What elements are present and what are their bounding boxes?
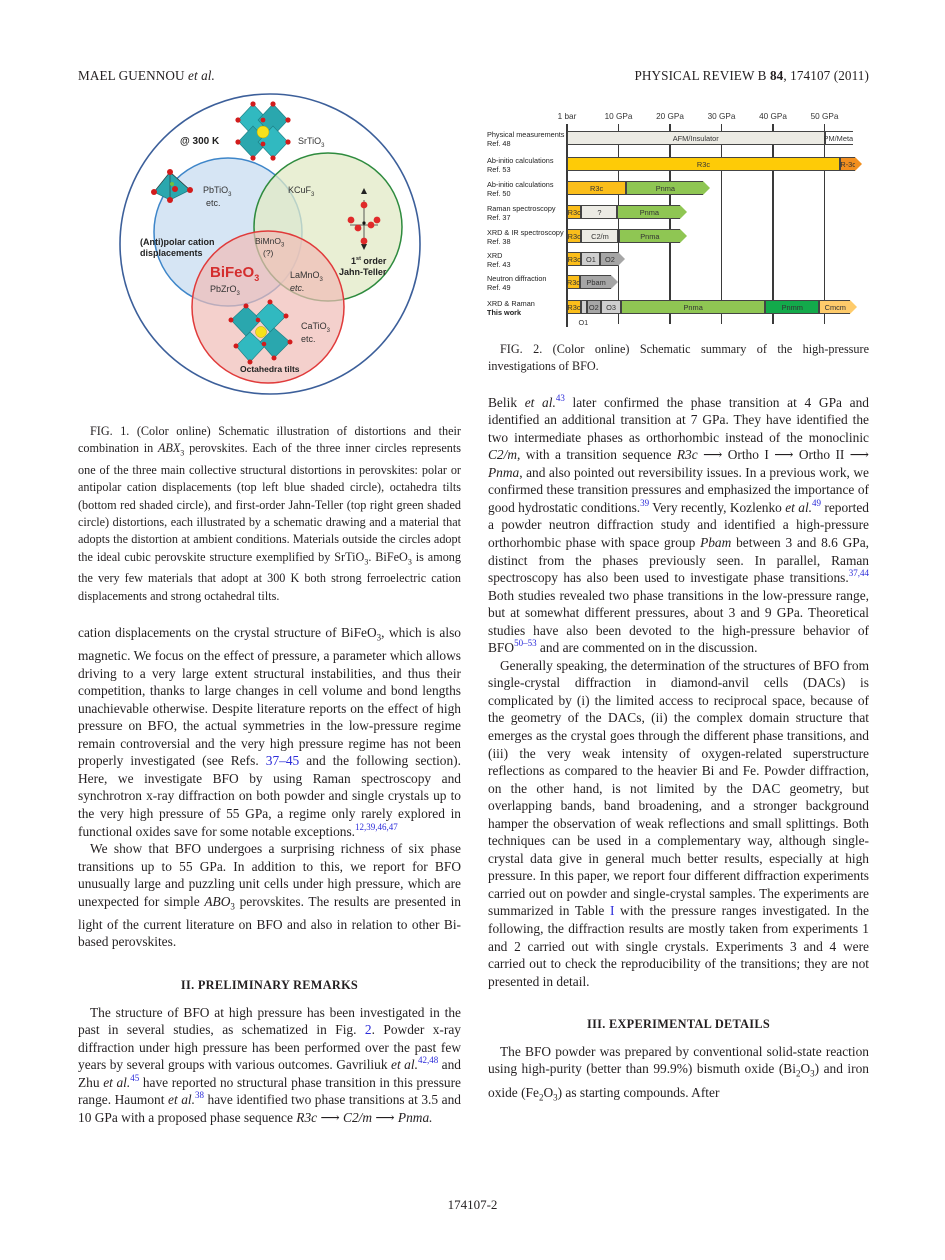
body-paragraph	[78, 840, 461, 951]
paragraph-text: ⟶ Ortho I ⟶ Ortho II ⟶	[697, 447, 869, 463]
subscript: 3	[810, 1068, 815, 1079]
label-pbtio3-etc: etc.	[206, 198, 221, 208]
subscript: 3	[326, 327, 331, 334]
citation-link[interactable]: 43	[555, 392, 565, 403]
paragraph-text: ) as starting compounds. After	[557, 1084, 720, 1100]
gridline	[721, 124, 723, 324]
formula-pbtio3: PbTiO	[203, 185, 229, 195]
paragraph-text: between 3 and 8.6 GPa, distinct from the phases previously seen. In parallel, Raman spectroscopy has also been used to investigate phase transitions.	[488, 534, 869, 586]
paragraph-text: Belik	[488, 394, 525, 410]
paragraph-text: later confirmed the phase transition at 4 GPa and identified an additional transition at 7 GPa. They have identified the two intermediate phases as orthorhombic instead of the monoclinic	[488, 394, 869, 445]
space-group: Pbam	[700, 534, 732, 550]
formula-bifeo3: BiFeO	[210, 264, 255, 281]
figure-link[interactable]: 2	[364, 1022, 372, 1038]
citation-link[interactable]: 39	[640, 497, 650, 508]
formula-catio3: CaTiO	[301, 321, 327, 331]
label-catio3	[301, 321, 330, 334]
caption-text: FIG. 1. (Color online) Schematic illustration of distortions and their combination in	[78, 424, 461, 456]
gridline	[618, 124, 620, 324]
formula-lamno3: LaMnO	[290, 270, 320, 280]
paragraph-text: O	[800, 1061, 811, 1077]
phase-segment: R3c	[567, 300, 581, 314]
paragraph-text: , which is also magnetic. We focus on the effect of pressure, a parameter which allows driving to a very large extent structural instabilities, and thus their competition, thanks to large changes in cell volume and bond lengths unachievable otherwise. Despite literature reports on the effect of high pressure on BFO, the actual symmetries in the low-pressure regime remain controversial and the very high pressure regime has not been properly investigated (see Refs.	[78, 624, 461, 769]
subscript: 3	[254, 273, 260, 283]
phase-sequence: R3c ⟶ C2/m ⟶ Pnma.	[296, 1109, 433, 1125]
paragraph-text: We show that BFO undergoes a surprising richness of six phase transitions up to 55 GPa. In addition to this, we report for BFO unusually large and puzzling unit cells under high pressure, which are unexpected for simple	[78, 841, 461, 909]
phase-segment: R3c	[567, 252, 581, 266]
phase-segment: Pnma	[626, 181, 703, 195]
phase-segment: O1	[581, 252, 600, 266]
subscript: 2	[795, 1068, 801, 1079]
label-bimno3	[255, 236, 284, 249]
journal-article-year: , 174107 (2011)	[783, 68, 869, 83]
subscript: 3	[364, 556, 369, 566]
x-tick-label: 40 GPa	[759, 112, 787, 121]
caption-text: is among the very few materials that adopt at 300 K both strong ferroelectric cation displacements and strong octahedral tilts.	[78, 549, 461, 603]
phase-segment: C2/m	[581, 229, 618, 243]
body-paragraph	[488, 657, 869, 990]
label-bimno3-uncertain: (?)	[263, 248, 274, 258]
gridline	[824, 124, 826, 324]
paragraph-text: Both studies revealed two phase transitions in the low-pressure range, but at somewhat different pressures, about 3 and 9 GPa. Theoretical studies have also been devoted to the high-pressure behavior of BFO	[488, 587, 869, 656]
caption-text: . BiFeO	[368, 549, 408, 564]
paragraph-text: with the pressure ranges investigated. In the following, the diffraction results are mostly taken from experiments 1 and 2 carried out with single crystals. Experiments 3 and 4 were carried out to check the reproducibility of the transitions; they are not presented in detail.	[488, 903, 869, 989]
paragraph-text: perovskites. The results are presented in light of the current literature on BFO and also in relation to other Bi-based perovskites.	[78, 893, 461, 950]
paragraph-text: ) and iron oxide (Fe	[488, 1061, 870, 1100]
paragraph-text: cation displacements on the crystal structure of BiFeO	[78, 624, 377, 640]
x-tick-label: 1 bar	[557, 112, 577, 121]
figure-1-venn-diagram	[118, 92, 423, 397]
label-kcuf3	[288, 185, 314, 198]
subscript: 3	[407, 556, 412, 566]
subscript: 3	[230, 901, 235, 912]
formula-kcuf3: KCuF	[288, 185, 312, 195]
paragraph-text: reported a powder neutron diffraction study and identified a high-pressure orthorhombic phase with space group	[488, 499, 869, 550]
subscript: 3	[376, 632, 382, 643]
paragraph-text: , with a transition sequence	[517, 447, 677, 463]
space-group: R3c	[676, 447, 698, 463]
subscript: 3	[319, 276, 323, 283]
label-temperature: @ 300 K	[180, 136, 220, 147]
paragraph-text: and Zhu	[78, 1057, 461, 1090]
phase-segment: R3c	[567, 181, 626, 195]
caption-text: perovskites. Each of the three inner circles represents one of the three main collective structural distortions in perovskites: polar or antipolar cation displacements (top left blue shaded circle), octahedra tilts (bottom red shaded circle), and first-order Jahn-Teller (top right green shaded circle) distortions, each illustrated by a schematic drawing and a material that adopts the distortion at ambient conditions. Materials outside the circles adopt the ideal cubic perovskite structure exemplified by SrTiO	[78, 441, 462, 564]
phase-segment: Pnmm	[765, 300, 819, 314]
row-label: Neutron diffraction Ref. 49	[487, 274, 547, 292]
paragraph-text: The BFO powder was prepared by conventional solid-state reaction using high-purity (better than 99.9%) bismuth oxide (Bi	[488, 1043, 869, 1077]
subscript: 3	[311, 191, 315, 198]
body-paragraph	[78, 1004, 461, 1127]
citation-link[interactable]: 49	[812, 497, 822, 508]
phase-segment: Pnma	[621, 300, 765, 314]
label-bifeo3	[210, 264, 259, 283]
paragraph-text: have reported no structural phase transition in this pressure range. Haumont	[78, 1074, 462, 1108]
journal-name: PHYSICAL REVIEW B	[634, 68, 767, 83]
phase-segment: AFM/Insulator	[567, 131, 825, 145]
subscript: 3	[180, 448, 185, 458]
label-polar-title-1: (Anti)polar cation	[140, 237, 215, 247]
author-name: MAEL GUENNOU	[78, 68, 185, 83]
left-column	[78, 423, 461, 1126]
page-number: 174107-2	[447, 1197, 498, 1212]
paragraph-text: and the following section). Here, we investigate BFO by using Raman spectroscopy and synchrotron x-ray diffraction on both powder and single crystals up to the very high pressure of 55 GPa, a regime only rarely explored in functional oxides save for some notable exceptions.	[78, 753, 461, 839]
phase-segment: ?	[581, 205, 617, 219]
formula-bimno3: BiMnO	[255, 236, 281, 246]
x-tick-label: 50 GPa	[810, 112, 839, 121]
phase-segment: O3	[601, 300, 621, 314]
subscript: 3	[236, 290, 240, 297]
phase-segment: R3c	[567, 275, 580, 289]
subscript: 3	[553, 1092, 558, 1103]
paragraph-text: and are commented on in the discussion.	[536, 640, 758, 656]
et-al: et al.	[103, 1074, 131, 1090]
et-al: et al.	[168, 1092, 195, 1108]
phase-segment: Pnma	[619, 229, 681, 243]
phase-segment: R-3c	[840, 157, 855, 171]
subscript: 3	[228, 191, 232, 198]
figure-2-caption: FIG. 2. (Color online) Schematic summary of the high-pressure investigations of BFO.	[488, 342, 869, 374]
et-al: et al.	[785, 499, 813, 515]
x-tick-label: 30 GPa	[707, 112, 736, 121]
section-heading-preliminary-remarks: II. PRELIMINARY REMARKS	[180, 978, 359, 993]
space-group: C2/m	[488, 447, 518, 463]
figure-2-chart	[487, 110, 872, 335]
gridline	[669, 124, 671, 324]
label-lamno3	[290, 270, 323, 283]
subscript: 3	[280, 242, 285, 249]
gridline	[566, 124, 568, 327]
paragraph-text: . Powder x-ray diffraction under high pressure has been performed over the past few years by several groups with various outcomes. Gavriliuk	[78, 1022, 461, 1073]
row-label: Ab-initio calculations Ref. 53	[487, 156, 554, 174]
label-srtio3	[298, 136, 325, 149]
paragraph-text: have identified two phase transitions at 3.5 and 10 GPa with a proposed phase sequence	[78, 1092, 461, 1125]
phase-segment: R3c	[567, 205, 581, 219]
row-label: Ab-initio calculations Ref. 50	[487, 180, 554, 198]
subscript: 3	[321, 142, 325, 149]
citation-link[interactable]: 42,48	[417, 1055, 439, 1066]
paragraph-text: The structure of BFO at high pressure has been investigated in the past in several studies, as schematized in Fig.	[78, 1004, 461, 1038]
right-column	[488, 341, 869, 1107]
label-jt-1: 1st order	[351, 256, 387, 266]
body-paragraph	[488, 1043, 869, 1107]
phase-segment: R3c	[567, 157, 840, 171]
space-group: Pnma	[488, 464, 520, 480]
x-tick-label: 20 GPa	[656, 112, 684, 121]
label-jt-2: Jahn-Teller	[339, 267, 387, 277]
phase-segment: Pnma	[617, 205, 680, 219]
citation-link[interactable]: 50–53	[514, 638, 537, 649]
row-label: XRD & Raman This work	[487, 299, 535, 317]
et-al: et al.	[391, 1057, 418, 1073]
figure-1-caption	[78, 423, 461, 605]
phase-segment: O2	[587, 300, 601, 314]
paragraph-text: Very recently, Kozlenko	[649, 499, 786, 515]
body-paragraph	[78, 624, 461, 840]
formula-abx: ABX	[157, 441, 181, 456]
running-header-authors	[78, 68, 215, 84]
label-pbzro3	[210, 284, 240, 297]
et-al: et al.	[524, 394, 556, 410]
label-pbtio3	[203, 185, 232, 198]
phase-segment: O2	[600, 252, 618, 266]
gridline	[772, 124, 774, 324]
body-paragraph	[488, 394, 869, 657]
citation-link[interactable]: 12,39,46,47	[355, 821, 398, 832]
paragraph-text: O	[543, 1084, 554, 1100]
reference-link[interactable]: 37–45	[265, 753, 300, 769]
running-header-journal	[634, 68, 869, 84]
phase-segment: Pbam	[580, 275, 611, 289]
paragraph-text: , and also pointed out reversibility issues. In a previous work, we confirmed these transition pressures and emphasized the importance of good hydrostatic conditions.	[488, 464, 869, 515]
et-al: et al.	[187, 68, 215, 83]
phase-segment: Cmcm	[819, 300, 850, 314]
formula-pbzro3: PbZrO	[210, 284, 237, 294]
x-tick-label: 10 GPa	[604, 112, 633, 121]
label-octahedra-tilts: Octahedra tilts	[240, 364, 300, 374]
row-label: XRD & IR spectroscopy Ref. 38	[487, 228, 564, 246]
label-polar-title-2: displacements	[140, 248, 203, 258]
citation-link[interactable]: 38	[194, 1090, 204, 1101]
table-link[interactable]: I	[609, 903, 615, 919]
phase-segment: R3c	[567, 229, 581, 243]
citation-link[interactable]: 45	[130, 1072, 140, 1083]
label-lamno3-etc: etc.	[290, 283, 305, 293]
row-label: XRD Ref. 43	[487, 251, 511, 269]
citation-link[interactable]: 37,44	[848, 568, 869, 579]
formula-srtio3: SrTiO	[298, 136, 322, 146]
paragraph-text: Generally speaking, the determination of the structures of BFO from single-crystal diffraction in diamond-anvil cells (DACs) is complicated by (i) the limited access to reciprocal space, because of the geometry of the DACs, (ii) the complex domain structure that emerges as the crystal goes through the different phase transitions, and (iii) the very weak intensity of oxygen-related superstructure reflections as compared to the heavier Bi and Fe. Powder diffraction, on the other hand, is not limited by the DAC geometry, but overlapping bands, band broadening, and a stronger background hamper the observation of weak reflections and small splittings. Both techniques can be used in a complementary way, although single-crystal data give in general much better results, especially at high pressure. In this paper, we report four different diffraction experiments carried out on powder and single-crystal samples. The experiments are summarized in Table	[488, 657, 869, 919]
journal-volume: 84	[769, 68, 784, 83]
label-catio3-etc: etc.	[301, 334, 316, 344]
formula-abo: ABO	[204, 893, 231, 909]
row-label: Raman spectroscopy Ref. 37	[487, 204, 556, 222]
subscript: 2	[538, 1092, 544, 1103]
annotation-o1: O1	[578, 318, 589, 327]
section-heading-experimental-details: III. EXPERIMENTAL DETAILS	[587, 1017, 770, 1032]
row-label: Physical measurements Ref. 48	[487, 130, 565, 148]
phase-segment: PM/Metal	[825, 131, 853, 145]
